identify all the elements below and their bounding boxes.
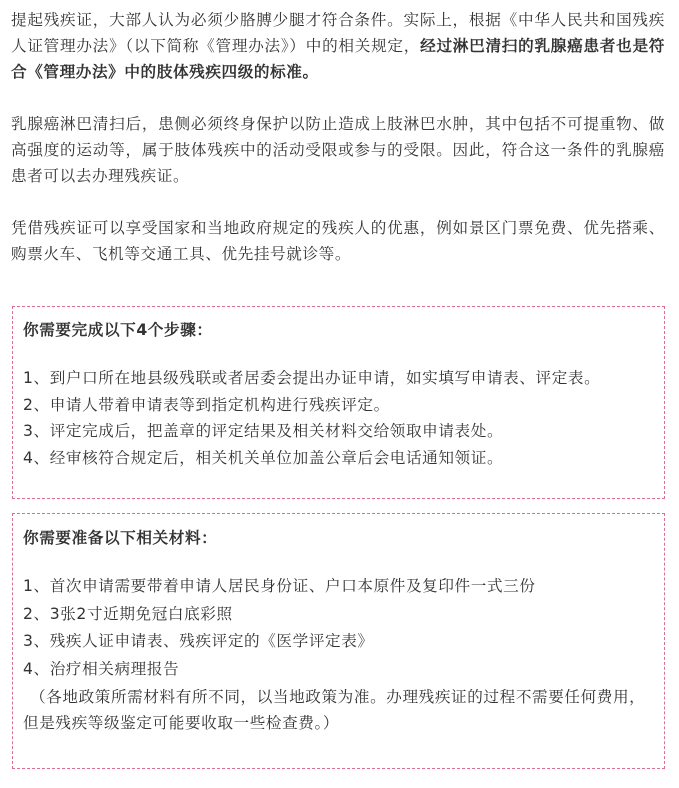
material-item-2: 2、3张2寸近期免冠白底彩照 <box>23 604 233 623</box>
intro-paragraph-1-highlight: 经过淋巴清扫的乳腺癌患者也是符合《管理办法》中的肢体残疾四级的标准。 <box>11 37 665 81</box>
steps-list <box>23 365 654 471</box>
intro-paragraph-1 <box>11 7 665 85</box>
materials-title: 你需要准备以下相关材料： <box>23 529 218 547</box>
intro-paragraph-1-text: 提起残疾证，大部人认为必须少胳膊少腿才符合条件。实际上，根据《中华人民共和国残疾人证管理办法》（以下简称《管理办法》）中的相关规定， <box>11 11 665 55</box>
step-item-2: 2、申请人带着申请表等到指定机构进行残疾评定。 <box>23 395 390 414</box>
step-item-3: 3、评定完成后，把盖章的评定结果及相关材料交给领取申请表处。 <box>23 422 504 440</box>
materials-note: （各地政策所需材料有所不同，以当地政策为准。办理残疾证的过程不需要任何费用，但是残疾等级鉴定可能要收取一些检查费。） <box>23 688 646 732</box>
material-item-4: 4、治疗相关病理报告 <box>23 659 180 678</box>
intro-paragraph-2: 乳腺癌淋巴清扫后，患侧必须终身保护以防止造成上肢淋巴水肿，其中包括不可提重物、做高强度的运动等，属于肢体残疾中的活动受限或参与的受限。因此，符合这一条件的乳腺癌患者可以去办理残疾证。 <box>11 115 665 185</box>
intro-paragraph-3: 凭借残疾证可以享受国家和当地政府规定的残疾人的优惠，例如景区门票免费、优先搭乘、购票火车、飞机等交通工具、优先挂号就诊等。 <box>11 219 665 263</box>
step-item-1: 1、到户口所在地县级残联或者居委会提出办证申请，如实填写申请表、评定表。 <box>23 369 601 387</box>
material-item-3: 3、残疾人证申请表、残疾评定的《医学评定表》 <box>23 632 374 650</box>
step-item-4: 4、经审核符合规定后，相关机关单位加盖公章后会电话通知领证。 <box>23 448 504 467</box>
material-item-1: 1、首次申请需要带着申请人居民身份证、户口本原件及复印件一式三份 <box>23 577 536 595</box>
steps-title: 你需要完成以下4个步骤： <box>23 321 213 339</box>
materials-list <box>23 573 654 683</box>
materials-box <box>12 513 665 769</box>
steps-box <box>12 306 665 499</box>
